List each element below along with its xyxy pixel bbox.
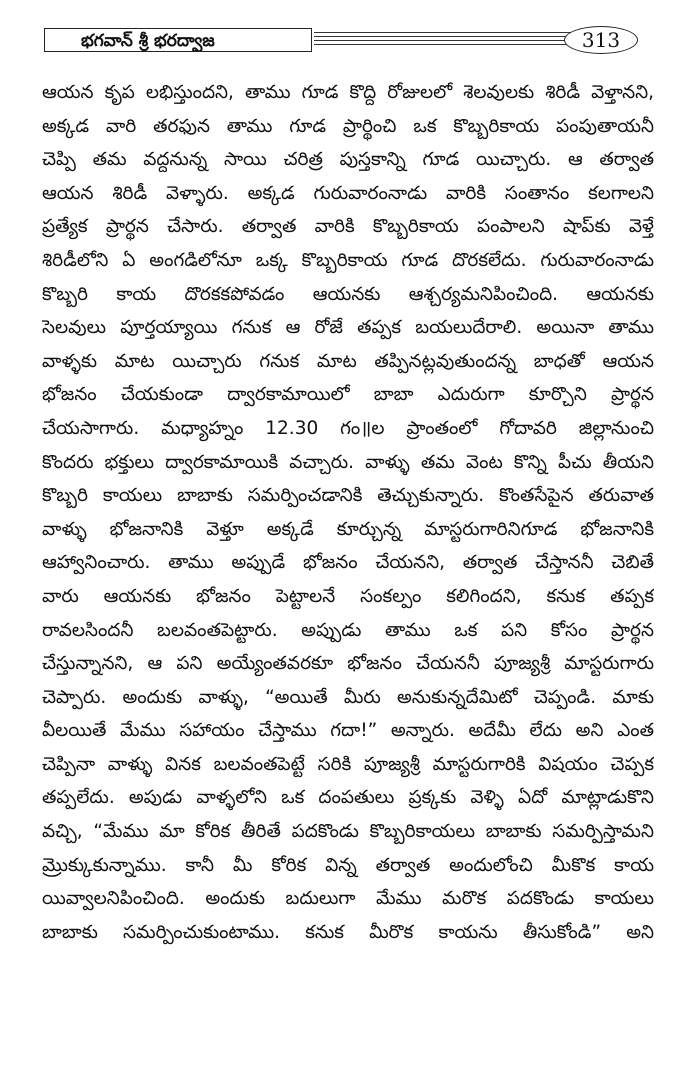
text-line: ఆహ్వానించారు. తాము అప్పుడే భోజనం చేయనని, తర్వాత చేస్తాననీ చెబితే xyxy=(42,552,654,574)
body-text xyxy=(42,76,654,949)
text-line: ఆయన శిరిడీ వెళ్ళారు. అక్కడ గురువారంనాడు వారికి సంతానం కలగాలని xyxy=(42,182,654,204)
text-line: ప్రత్యేక ప్రార్థన చేసారు. తర్వాత వారికి కొబ్బరికాయ పంపాలని షాప్‌కు వెళ్తే xyxy=(42,216,654,238)
text-line: సెలవులు పూర్తయ్యాయి గనుక ఆ రోజే తప్పక బయలుదేరాలి. అయినా తాము xyxy=(42,317,654,339)
text-line: వారు ఆయనకు భోజనం పెట్టాలనే సంకల్పం కలిగిందని, కనుక తప్పక xyxy=(42,585,654,607)
text-line: చెప్పారు. అందుకు వాళ్ళు, “అయితే మీరు అనుకున్నదేమిటో చెప్పండి. మాకు xyxy=(42,686,654,708)
text-line: అక్కడ వారి తరఫున తాము గూడ ప్రార్థించి ఒక కొబ్బరికాయ పంపుతాయనీ xyxy=(42,115,654,137)
text-line: శిరిడీలోని ఏ అంగడిలోనూ ఒక్క కొబ్బరికాయ గూడ దొరకలేదు. గురువారంనాడు xyxy=(42,249,654,271)
text-line: కొందరు భక్తులు ద్వారకామాయికి వచ్చారు. వాళ్ళు తమ వెంట కొన్ని పీచు తీయని xyxy=(42,451,654,473)
text-line: చేస్తున్నానని, ఆ పని అయ్యేంతవరకూ భోజనం చేయననీ పూజ్యశ్రీ మాస్టరుగారు xyxy=(42,653,654,675)
text-line: రావలసిందనీ బలవంతపెట్టారు. అప్పుడు తాము ఒక పని కోసం ప్రార్థన xyxy=(42,619,654,641)
text-line: తప్పలేదు. అపుడు వాళ్ళలోని ఒక దంపతులు ప్రక్కకు వెళ్ళి ఏదో మాట్లాడుకొని xyxy=(42,787,654,809)
text-line: మ్రొక్కుకున్నాము. కానీ మీ కోరిక విన్న తర్వాత అందులోంచి మీకొక కాయ xyxy=(42,854,654,876)
text-line: కొబ్బరి కాయలు బాబాకు సమర్పించడానికి తెచ్చుకున్నారు. కొంతసేపైన తరువాత xyxy=(42,485,654,507)
text-line: వాళ్ళకు మాట యిచ్చారు గనుక మాట తప్పినట్లవుతుందన్న బాధతో ఆయన xyxy=(42,350,654,372)
text-line: వాళ్ళు భోజనానికి వెళ్తూ అక్కడే కూర్చున్న మాస్టరుగారినిగూడ భోజనానికి xyxy=(42,518,654,540)
text-line: చెప్పినా వాళ్ళు వినక బలవంతపెట్టే సరికి పూజ్యశ్రీ మాస్టరుగారికి విషయం చెప్పక xyxy=(42,753,654,775)
text-line: చేయసాగారు. మధ్యాహ్నం 12.30 గం॥ల ప్రాంతంలో గోదావరి జిల్లానుంచి xyxy=(42,417,654,439)
running-title: భగవాన్ శ్రీ భరద్వాజ xyxy=(44,28,312,52)
text-line: యివ్వాలనిపించింది. అందుకు బదులుగా మేము మరొక పదకొండు కాయలు xyxy=(42,888,654,910)
page-header xyxy=(44,24,654,58)
text-line: బాబాకు సమర్పించుకుంటాము. కనుక మీరొక కాయను తీసుకోండి” అని xyxy=(42,921,654,943)
text-line: కొబ్బరి కాయ దొరకకపోవడం ఆయనకు ఆశ్చర్యమనిపించింది. ఆయనకు xyxy=(42,283,654,305)
text-line: వీలయితే మేము సహాయం చేస్తాము గదా!” అన్నారు. అదేమీ లేదు అని ఎంత xyxy=(42,720,654,742)
page-number: 313 xyxy=(564,26,638,54)
text-line: వచ్చి, “మేము మా కోరిక తీరితే పదకొండు కొబ్బరికాయలు బాబాకు సమర్పిస్తామని xyxy=(42,821,654,843)
text-line: ఆయన కృప లభిస్తుందని, తాము గూడ కొద్ది రోజులలో శెలవులకు శిరిడీ వెళ్తానని, xyxy=(42,82,654,103)
text-line: భోజనం చేయకుండా ద్వారకామాయిలో బాబా ఎదురుగా కూర్చొని ప్రార్థన xyxy=(42,384,654,406)
text-line: చెప్పి తమ వద్దనున్న సాయి చరిత్ర పుస్తకాన్ని గూడ యిచ్చారు. ఆ తర్వాత xyxy=(42,149,654,171)
